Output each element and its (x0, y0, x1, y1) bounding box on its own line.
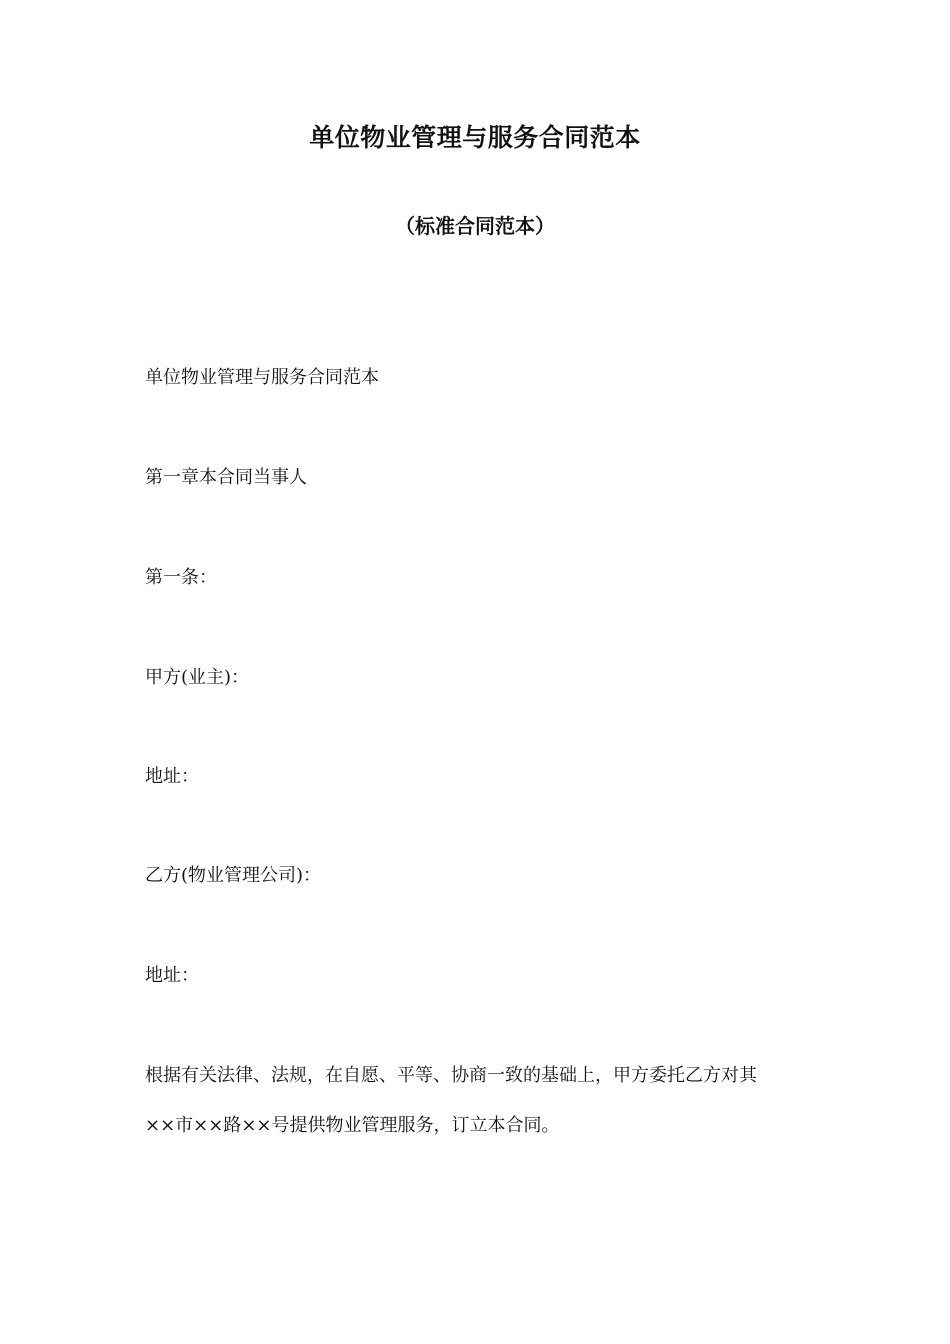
paragraph-heading: 单位物业管理与服务合同范本 (145, 367, 379, 388)
document-subtitle: （标准合同范本） (395, 214, 555, 238)
article-heading: 第一条： (145, 567, 217, 588)
chapter-heading: 第一章本合同当事人 (145, 467, 307, 488)
party-b-address-label: 地址： (145, 965, 199, 986)
document-title: 单位物业管理与服务合同范本 (309, 123, 641, 152)
party-a-label: 甲方(业主)： (145, 667, 250, 688)
body-paragraph-line-1: 根据有关法律、法规，在自愿、平等、协商一致的基础上，甲方委托乙方对其 (145, 1065, 757, 1086)
party-b-label: 乙方(物业管理公司)： (145, 865, 322, 886)
body-paragraph-line-2: ××市××路××号提供物业管理服务，订立本合同。 (145, 1115, 560, 1136)
party-a-address-label: 地址： (145, 766, 199, 787)
